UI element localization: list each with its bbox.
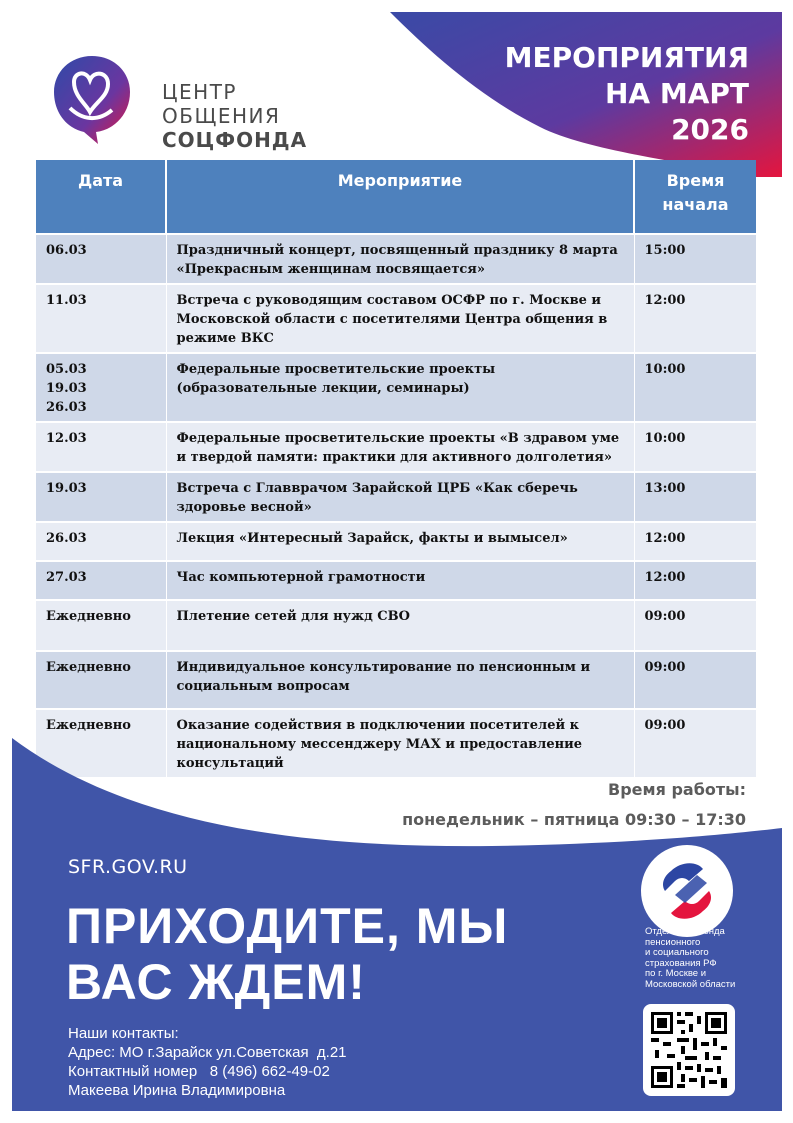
sfr-caption-line: и социального <box>645 947 709 958</box>
heart-speech-logo-icon <box>52 50 132 146</box>
contacts-heading: Наши контакты: <box>68 1025 179 1042</box>
contact-person: Макеева Ирина Владимировна <box>68 1082 286 1099</box>
sfr-caption-line: Отделение Фонда <box>645 926 725 937</box>
event-time: 13:00 <box>634 472 756 522</box>
event-time: 12:00 <box>634 522 756 561</box>
event-date: Ежедневно <box>36 709 166 777</box>
event-time: 10:00 <box>634 422 756 472</box>
event-date: 11.03 <box>36 284 166 353</box>
page-title <box>419 40 749 148</box>
sfr-logo-badge <box>641 845 733 937</box>
column-header-date: Дата <box>36 160 166 234</box>
event-date: Ежедневно <box>36 651 166 709</box>
event-time: 12:00 <box>634 284 756 353</box>
title-line: МЕРОПРИЯТИЯ <box>504 41 749 74</box>
event-title: Встреча с Главврачом Зарайской ЦРБ «Как сберечь здоровье весной» <box>166 472 634 522</box>
sfr-caption-line: по г. Москве и <box>645 968 707 979</box>
table-row <box>36 651 756 709</box>
event-date: 19.03 <box>36 472 166 522</box>
sfr-logo-icon <box>641 845 733 937</box>
event-time: 09:00 <box>634 709 756 777</box>
event-title: Индивидуальное консультирование по пенсионным и социальным вопросам <box>166 651 634 709</box>
sfr-caption-line: пенсионного <box>645 936 701 948</box>
column-header-time: Время начала <box>634 160 756 234</box>
table-row <box>36 284 756 353</box>
column-header-event: Мероприятие <box>166 160 634 234</box>
event-date: Ежедневно <box>36 600 166 651</box>
events-table <box>36 160 756 777</box>
logo-wordmark <box>162 80 307 152</box>
title-line: 2026 <box>671 113 749 146</box>
table-row <box>36 600 756 651</box>
logo-line: ОБЩЕНИЯ <box>162 104 281 128</box>
contact-phone: Контактный номер 8 (496) 662-49-02 <box>68 1063 330 1080</box>
event-date: 12.03 <box>36 422 166 472</box>
table-row <box>36 561 756 600</box>
event-title: Оказание содействия в подключении посетителей к национальному мессенджеру МАХ и предоставление консультаций <box>166 709 634 777</box>
table-row <box>36 472 756 522</box>
event-date: 05.03 19.03 26.03 <box>36 353 166 422</box>
event-title: Встреча с руководящим составом ОСФР по г. Москве и Московской области с посетителями Центра общения в режиме ВКС <box>166 284 634 353</box>
contact-address: Адрес: МО г.Зарайск ул.Советская д.21 <box>68 1044 347 1061</box>
qr-code-pattern <box>643 1004 735 1096</box>
event-title: Лекция «Интересный Зарайск, факты и вымысел» <box>166 522 634 561</box>
title-line: НА МАРТ <box>604 77 749 110</box>
table-row <box>36 234 756 284</box>
event-time: 10:00 <box>634 353 756 422</box>
slogan-line: ВАС ЖДЕМ! <box>66 954 366 1010</box>
sfr-caption-line: страхования РФ <box>645 957 717 969</box>
website-link[interactable]: SFR.GOV.RU <box>68 856 188 878</box>
event-time: 09:00 <box>634 600 756 651</box>
logo-line: СОЦФОНДА <box>162 128 308 152</box>
logo-line: ЦЕНТР <box>162 80 237 104</box>
event-date: 27.03 <box>36 561 166 600</box>
sfr-caption-line: Московской области <box>645 978 736 990</box>
event-title: Федеральные просветительские проекты «В здравом уме и твердой памяти: практики для активного долголетия» <box>166 422 634 472</box>
slogan <box>66 898 508 1010</box>
event-title: Федеральные просветительские проекты (образовательные лекции, семинары) <box>166 353 634 422</box>
working-hours-label: Время работы: <box>608 780 746 799</box>
event-title: Час компьютерной грамотности <box>166 561 634 600</box>
event-title: Плетение сетей для нужд СВО <box>166 600 634 651</box>
event-title: Праздничный концерт, посвященный празднику 8 марта «Прекрасным женщинам посвящается» <box>166 234 634 284</box>
event-date: 26.03 <box>36 522 166 561</box>
table-row <box>36 522 756 561</box>
working-hours-value: понедельник – пятница 09:30 – 17:30 <box>402 810 746 829</box>
event-time: 12:00 <box>634 561 756 600</box>
event-time: 09:00 <box>634 651 756 709</box>
event-time: 15:00 <box>634 234 756 284</box>
qr-code-icon[interactable] <box>643 1004 735 1096</box>
table-row <box>36 353 756 422</box>
table-header-row <box>36 160 756 234</box>
table-row <box>36 422 756 472</box>
contacts-block <box>68 1024 347 1100</box>
slogan-line: ПРИХОДИТЕ, МЫ <box>66 898 509 954</box>
event-date: 06.03 <box>36 234 166 284</box>
sfr-caption <box>645 927 765 990</box>
